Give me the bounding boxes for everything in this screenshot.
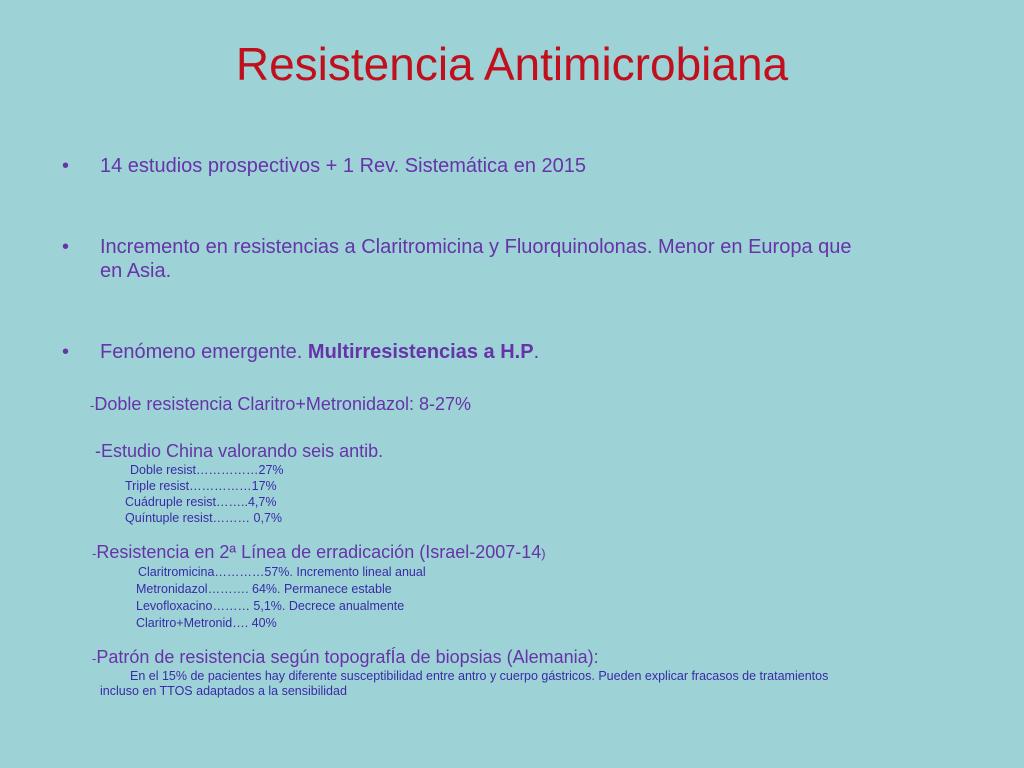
section-3-item: Levofloxacino……… 5,1%. Decrece anualmente [136, 599, 405, 613]
bullet-3-emphasis: Multirresistencias a H.P [307, 341, 534, 363]
section-4-heading-text: Patrón de resistencia según topografÍa de biopsias (Alemania): [96, 647, 599, 667]
dash: - [90, 398, 95, 413]
bullet-2-line-2: en Asia. [100, 260, 172, 282]
section-3-item: Claritromicina…………57%. Incremento lineal anual [138, 565, 426, 579]
section-3-heading [92, 541, 546, 565]
bullet-1-text: 14 estudios prospectivos + 1 Rev. Sistemática en 2015 [100, 155, 587, 177]
bullet-marker: • [62, 236, 70, 258]
section-3-item: Metronidazol………. 64%. Permanece estable [136, 582, 392, 596]
section-4-heading [92, 646, 599, 670]
bullet-2-line-1: Incremento en resistencias a Claritromicina y Fluorquinolonas. Menor en Europa que [100, 236, 852, 258]
section-4-line-1: En el 15% de pacientes hay diferente susceptibilidad entre antro y cuerpo gástricos. Pueden explicar fracasos de tratamientos [130, 669, 829, 683]
closing-paren: ) [541, 546, 546, 561]
section-2-item: Quíntuple resist……… 0,7% [125, 511, 283, 525]
section-2-item: Doble resist……………27% [130, 463, 284, 477]
section-3-item: Claritro+Metronid…. 40% [136, 616, 277, 630]
section-2-heading: -Estudio China valorando seis antib. [95, 441, 384, 461]
bullet-3-part-c: . [533, 341, 540, 363]
bullet-3-part-a: Fenómeno emergente. [100, 341, 308, 363]
dash: - [92, 651, 97, 666]
dash: - [92, 546, 97, 561]
section-2-item: Triple resist……………17% [125, 479, 277, 493]
slide-title: Resistencia Antimicrobiana [235, 38, 789, 90]
section-1-line [90, 393, 471, 417]
bullet-marker: • [62, 155, 70, 177]
section-4-line-2: incluso en TTOS adaptados a la sensibilidad [100, 684, 347, 698]
bullet-3-text [100, 340, 539, 364]
section-2-item: Cuádruple resist……..4,7% [125, 495, 277, 509]
section-3-heading-text: Resistencia en 2ª Línea de erradicación (Israel-2007-14 [96, 542, 542, 562]
section-1-text: Doble resistencia Claritro+Metronidazol: 8-27% [94, 394, 472, 414]
bullet-marker: • [62, 341, 70, 363]
